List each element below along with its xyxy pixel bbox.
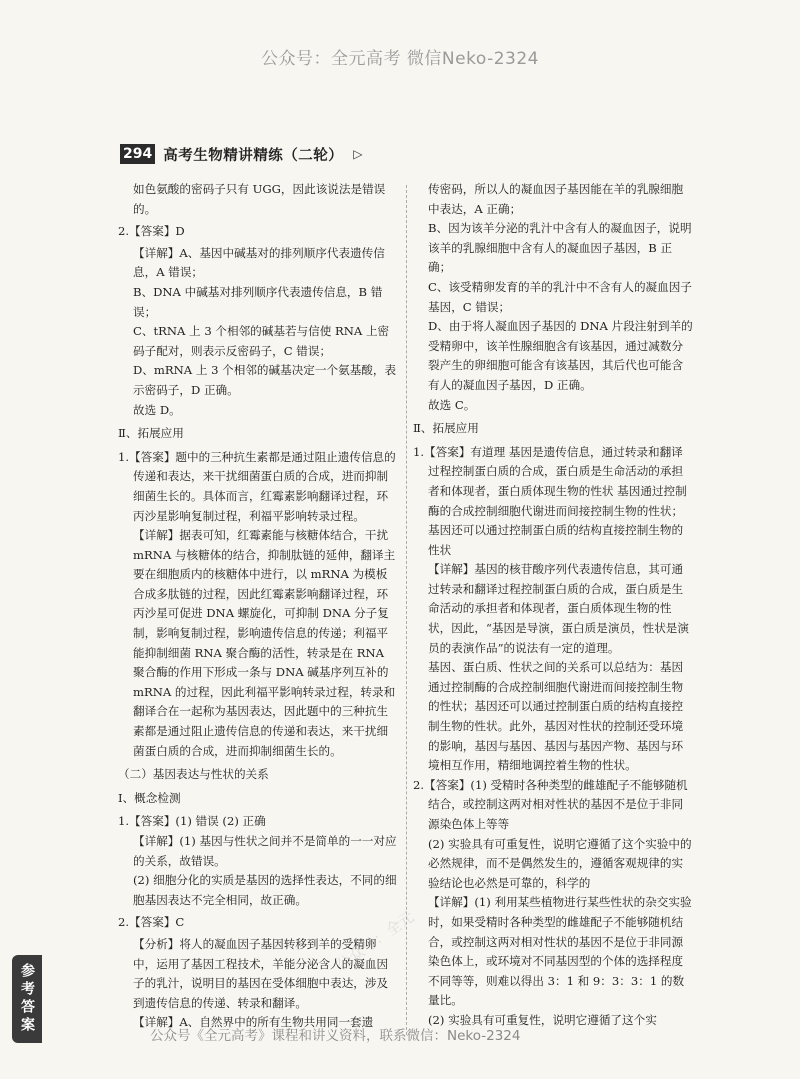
detail-b: B、因为该羊分泌的乳汁中含有人的凝血因子，说明该羊的乳腺细胞中含有人的凝血因子基因，B 正确； (428, 221, 692, 275)
extension-detail-1b: 基因、蛋白质、性状之间的关系可以总结为：基因通过控制酶的合成控制细胞代谢进而间接控制生物的性状；基因还可以通过控制蛋白质的结构直接控制生物的性状。此外，基因对性状的控制还受环境的影响，基因与基因、基因与基因产物、基因与环境相互作用，精细地调控着生物的性状。 (428, 660, 684, 773)
text-line: 传密码，所以人的凝血因子基因能在羊的乳腺细胞中表达，A 正确； (428, 182, 684, 216)
extension-detail-2: 【详解】(1) 利用某些植物进行某些性状的杂交实验时，如果受精时各种类型的雌雄配子不能够随机结合，或控制这两对相对性状的基因不是位于非同源染色体上，或环境对不同基因型的个体的选择程度不同等等，则难以得出 3：1 和 9：3：3：1 的数量比。 (428, 895, 692, 1008)
extension-detail-1: 【详解】基因的核苷酸序列代表遗传信息，其可通过转录和翻译过程控制蛋白质的合成，蛋白质是生命活动的承担者和体现者，蛋白质体现生物的性状，因此，“基因是导演，蛋白质是演员，性状是演员的表演作品”的说法有一定的道理。 (428, 562, 689, 655)
detail-2: 【详解】A、基因中碱基对的排列顺序代表遗传信息，A 错误； (133, 245, 385, 280)
concept-answer-2: 2.【答案】C (118, 915, 185, 930)
answer-2: 2.【答案】D (118, 224, 185, 239)
detail-2-c: C、tRNA 上 3 个相邻的碱基若与信使 RNA 上密码子配对，则表示反密码子，C 错误； (133, 324, 390, 358)
page-number: 294 (120, 144, 155, 164)
page-header (120, 142, 362, 166)
concept-detail-1b: (2) 细胞分化的实质是基因的选择性表达，不同的细胞基因表达不完全相同，故正确。 (133, 873, 397, 907)
detail-2-d: D、mRNA 上 3 个相邻的碱基决定一个氨基酸，表示密码子，D 正确。 (133, 363, 397, 397)
section-concept: Ⅰ、概念检测 (118, 790, 181, 805)
book-title: 高考生物精讲精练（二轮） (163, 147, 344, 164)
extension-detail-2b: (2) 实验具有可重复性，说明它遵循了这个实 (428, 1012, 657, 1027)
conclusion-2: 故选 D。 (133, 402, 181, 417)
concept-detail-1: 【详解】(1) 基因与性状之间并不是简单的一一对应的关系，故错误。 (133, 834, 397, 868)
bottom-watermark: 公众号《全元高考》课程和讲义资料，联系微信：Neko-2324 (150, 1028, 521, 1044)
extension-answer-2: 2.【答案】(1) 受精时各种类型的雌雄配子不能够随机结合，或控制这两对相对性状的基因不是位于非同源染色体上等等 (413, 777, 688, 831)
extension-answer-2b: (2) 实验具有可重复性，说明它遵循了这个实验中的必然规律，而不是偶然发生的，遵循客观规律的实验结论也必然是可靠的，科学的 (428, 836, 692, 890)
extension-detail-1: 【详解】据表可知，红霉素能与核糖体结合，干扰 mRNA 与核糖体的结合，抑制肽链的延伸，翻译主要在细胞质内的核糖体中进行，以 mRNA 为模板合成多肽链的过程，因此红霉素影响翻译过程，环丙沙星可促进 DNA 螺旋化，可抑制 DNA 分子复制，影响复制过程，影响遗传信息的传递；利福平能抑制细菌 RNA 聚合酶的活性，转录是在 RNA 聚合酶的作用下形成一条与 DNA 碱基序列互补的 mRNA 的过程，因此利福平影响转录过程，转录和翻译合在一起称为基因表达，因此题中的三种抗生素都是通过阻止遗传信息的传递和表达，来干扰细菌蛋白质的合成，进而抑制细菌生长的。 (133, 528, 396, 758)
answer-side-tab: 参考答案 (12, 955, 42, 1043)
concept-answer-1: 1.【答案】(1) 错误 (2) 正确 (118, 814, 266, 829)
section-extension: Ⅱ、拓展应用 (413, 421, 479, 436)
conclusion: 故选 C。 (428, 397, 476, 412)
section-extension: Ⅱ、拓展应用 (118, 426, 184, 441)
detail-2-b: B、DNA 中碱基对排列顺序代表遗传信息，B 错误； (133, 284, 383, 319)
top-watermark: 公众号：全元高考 微信Neko-2324 (261, 49, 539, 69)
part-heading: （二）基因表达与性状的关系 (118, 767, 269, 782)
text-line: 如色氨酸的密码子只有 UGG，因此该说法是错误的。 (133, 182, 386, 216)
concept-analysis-2: 【分析】将人的凝血因子基因转移到羊的受精卵中，运用了基因工程技术，羊能分泌含人的凝血因子的乳汁，说明目的基因在受体细胞中表达，涉及到遗传信息的传递、转录和翻译。 (133, 936, 389, 1010)
extension-answer-1: 1.【答案】有道理 基因是遗传信息，通过转录和翻译过程控制蛋白质的合成，蛋白质是生命活动的承担者和体现者，蛋白质体现生物的性状 基因通过控制酶的合成控制细胞代谢进而间接控制生物的性状；基因还可以通过控制蛋白质的结构直接控制生物的性状 (413, 444, 687, 557)
right-column (413, 180, 693, 1031)
extension-answer-1: 1.【答案】题中的三种抗生素都是通过阻止遗传信息的传递和表达，来干扰细菌蛋白质的合成，进而抑制细菌生长的。具体而言，红霉素影响翻译过程，环丙沙星影响复制过程，利福平影响转录过程。 (118, 449, 396, 523)
left-column (118, 180, 398, 1033)
diagonal-watermark: 公众号：全元 (333, 907, 418, 975)
play-arrow-icon: ▷ (353, 147, 363, 161)
concept-detail-2: 【详解】A、自然界中的所有生物共用同一套遗 (133, 1015, 374, 1030)
detail-c: C、该受精卵发育的羊的乳汁中不含有人的凝血因子基因，C 错误； (428, 279, 692, 314)
detail-d: D、由于将人凝血因子基因的 DNA 片段注射到羊的受精卵中，该羊性腺细胞含有该基因，通过减数分裂产生的卵细胞可能含有该基因，其后代也可能含有人的凝血因子基因，D 正确。 (428, 319, 693, 392)
